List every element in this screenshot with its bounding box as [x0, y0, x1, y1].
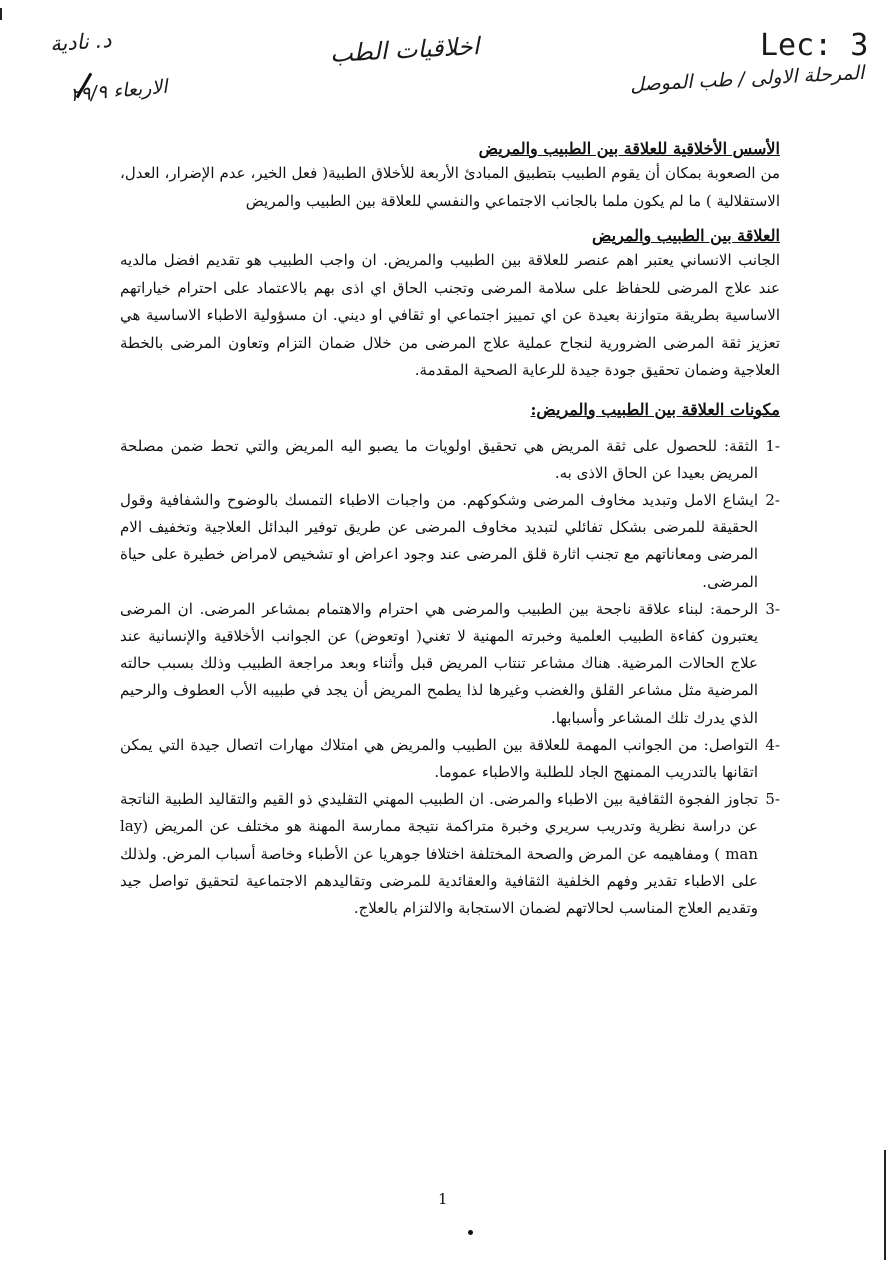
list-item-number: -4: [765, 735, 780, 754]
components-list: [120, 433, 780, 923]
list-item-number: -1: [765, 436, 780, 455]
list-item: [120, 596, 780, 732]
document-body: [120, 138, 780, 922]
relationship-title: العلاقة بين الطبيب والمريض: [592, 226, 780, 245]
page-number: 1: [438, 1190, 448, 1208]
list-item: [120, 433, 780, 487]
handwritten-lecture: Lec: 3: [760, 28, 869, 63]
relationship-paragraph: الجانب الانساني يعتبر اهم عنصر للعلاقة بين الطبيب والمريض. ان واجب الطبيب هو تقديم افضل مالديه عند علاج المرضى للحفاظ على سلامة المرضى وتجنب الحاق اي اذى بهم بالاعتماد على احترام خياراتهم الاساسية بطريقة متوازنة بعيدة عن اي تمييز اجتماعي او ثقافي او ديني. ان مسؤولية الاطباء الاساسية هي تعزيز ثقة المرضى الضرورية لنجاح عملية علاج المرضى من خلال ضمان التزام وتعاون المرضى بالخطة العلاجية وضمان تحقيق جودة جيدة للرعاية الصحية المقدمة.: [120, 251, 780, 379]
list-item-text: ايشاع الامل وتبديد مخاوف المرضى وشكوكهم. من واجبات الاطباء التمسك بالوضوح والشفافية وقول الحقيقة للمرضى بشكل تفائلي لتبديد مخاوف المرضى عن طريق توفير البدائل العلاجية وتخفيف الام المرضى ومعاناتهم مع تجنب اثارة قلق المرضى عند وجود اعراض او تشخيص لامراض خطيرة على حياة المرضى.: [120, 490, 758, 591]
handwritten-subject: اخلاقيات الطب: [329, 32, 480, 68]
handwritten-author: د. نادية: [49, 27, 113, 57]
scan-dot: [468, 1230, 473, 1235]
list-item-number: -5: [765, 790, 780, 809]
list-item: [120, 786, 780, 922]
list-item-number: -2: [765, 490, 780, 509]
list-item-text: الرحمة: لبناء علاقة ناجحة بين الطبيب والمرضى هي احترام والاهتمام بمشاعر المرضى. ان المرضى يعتبرون كفاءة الطبيب العلمية وخبرته المهنية لا تغني( اوتعوض) عن الجوانب الأخلاقية والإنسانية عند علاج الحالات المرضية. هناك مشاعر تنتاب المريض قبل وأثناء وبعد مراجعة الطبيب وذلك بسبب حالته المرضية مثل مشاعر القلق والغضب وغيرها لذا يطمح المريض أن يجد في طبيبه الأب العطوف والرحيم الذي يدرك تلك المشاعر وأسبابها.: [120, 599, 758, 727]
components-title: مكونات العلاقة بين الطبيب والمريض:: [530, 399, 780, 419]
list-item: [120, 732, 780, 786]
list-item-text: الثقة: للحصول على ثقة المريض هي تحقيق اولويات ما يصبو اليه المريض والتي تحط ضمن مصلحة المريض بعيدا عن الحاق الاذى به.: [120, 436, 758, 482]
edge-mark: [0, 8, 2, 20]
list-item-number: -3: [765, 599, 780, 618]
intro-paragraph: من الصعوبة بمكان أن يقوم الطبيب بتطبيق المبادئ الأربعة للأخلاق الطبية( فعل الخير، عدم الإضرار، العدل، الاستقلالية ) ما لم يكون ملما بالجانب الاجتماعي والنفسي للعلاقة بين الطبيب والمريض: [120, 164, 780, 210]
list-item-text: تجاوز الفجوة الثقافية بين الاطباء والمرضى. ان الطبيب المهني التقليدي ذو القيم والتقاليد الطبية الناتجة عن دراسة نظرية وتدريب سريري وخبرة متراكمة نتيجة ممارسة المهنة هو مختلف عن المريض (lay man ) ومفاهيمه عن المرض والصحة المختلفة اختلافا جوهريا عن الأطباء وخاصة أسباب المرض. ولذلك على الاطباء تقدير وفهم الخلفية الثقافية والعقائدية للمرضى وتقاليدهم الاجتماعية لتحقيق تواصل جيد وتقديم العلاج المناسب لحالاتهم لضمان الاستجابة والالتزام بالعلاج.: [120, 790, 759, 917]
handwritten-date: الاربعاء ٢٩/٩: [69, 75, 169, 107]
list-item-text: التواصل: من الجوانب المهمة للعلاقة بين الطبيب والمريض هي امتلاك مهارات اتصال جيدة التي يمكن اتقانها بالتدريب الممنهج الجاد للطلبة والاطباء عموما.: [120, 735, 758, 781]
scan-edge-line: [884, 1150, 886, 1260]
handwritten-stage: المرحلة الاولى / طب الموصل: [629, 61, 865, 97]
list-item: [120, 487, 780, 596]
main-title: الأسس الأخلاقية للعلاقة بين الطبيب والمريض: [478, 139, 780, 158]
